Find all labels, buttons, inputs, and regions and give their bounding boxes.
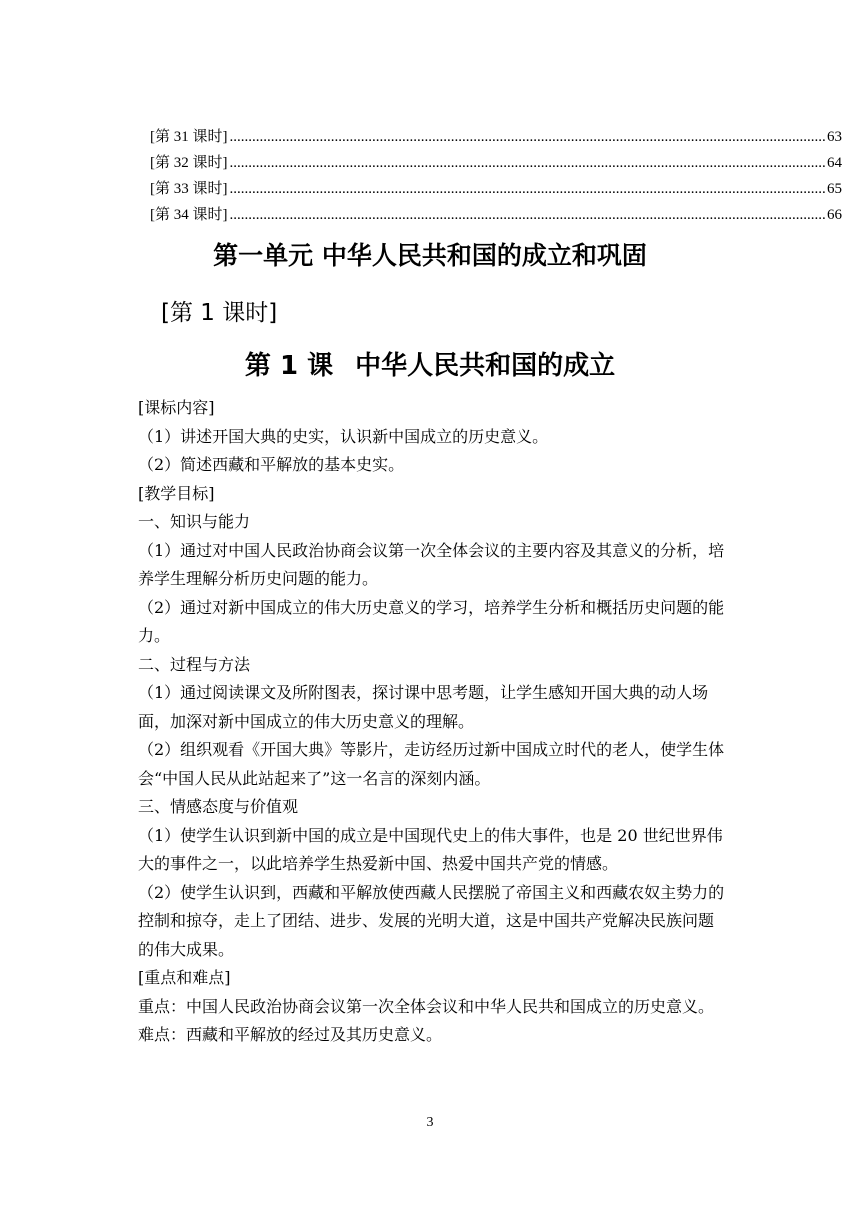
toc-entry-page: 65 — [827, 181, 842, 197]
section-heading-key-points: [重点和难点] — [138, 968, 231, 987]
toc-entry-label: [第 33 课时] — [150, 181, 228, 197]
paragraph: 重点：中国人民政治协商会议第一次全体会议和中华人民共和国成立的历史意义。 — [138, 996, 715, 1016]
toc-entry-label: [第 32 课时] — [150, 155, 228, 171]
section-heading-objectives: [教学目标] — [138, 483, 215, 503]
toc-entry[interactable] — [150, 150, 842, 176]
paragraph: （1）通过阅读课文及所附图表，探讨课中思考题，让学生感知开国大典的动人场面，加深对新中国成立的伟大历史意义的理解。 — [138, 683, 709, 731]
toc-leader-dots — [230, 176, 826, 202]
unit-title-text: 第一单元 中华人民共和国的成立和巩固 — [213, 241, 647, 270]
toc-leader-dots — [230, 124, 826, 150]
page-number: 3 — [426, 1115, 434, 1130]
paragraph: （2）组织观看《开国大典》等影片，走访经历过新中国成立时代的老人，使学生体会“中国人民从此站起来了”这一名言的深刻内涵。 — [138, 740, 725, 788]
paragraph: （2）简述西藏和平解放的基本史实。 — [138, 455, 405, 474]
toc-leader-dots — [230, 202, 826, 228]
paragraph: （2）通过对新中国成立的伟大历史意义的学习，培养学生分析和概括历史问题的能力。 — [138, 597, 725, 645]
lesson-body — [138, 394, 728, 1050]
subheading: 二、过程与方法 — [138, 654, 251, 674]
toc-entry-label: [第 34 课时] — [150, 207, 228, 223]
toc-entry[interactable] — [150, 202, 842, 228]
subheading: 三、情感态度与价值观 — [138, 797, 299, 816]
paragraph: （1）讲述开国大典的史实，认识新中国成立的历史意义。 — [138, 426, 549, 446]
subheading: 一、知识与能力 — [138, 512, 251, 531]
paragraph: （1）通过对中国人民政治协商会议第一次全体会议的主要内容及其意义的分析，培养学生理解分析历史问题的能力。 — [138, 540, 725, 588]
lesson-number: 第 1 课 — [244, 351, 334, 381]
period-title: [第 1 课时] — [161, 300, 278, 326]
toc-entry-label: [第 31 课时] — [150, 129, 228, 145]
toc-entry-page: 66 — [827, 207, 842, 223]
toc-entry[interactable] — [150, 124, 842, 150]
toc-entry-page: 63 — [827, 129, 842, 145]
paragraph: （1）使学生认识到新中国的成立是中国现代史上的伟大事件，也是 20 世纪世界伟大的事件之一，以此培养学生热爱新中国、热爱中国共产党的情感。 — [138, 825, 723, 873]
paragraph: （2）使学生认识到，西藏和平解放使西藏人民摆脱了帝国主义和西藏农奴主势力的控制和掠夺，走上了团结、进步、发展的光明大道，这是中国共产党解决民族问题的伟大成果。 — [138, 882, 725, 959]
toc-entry-page: 64 — [827, 155, 842, 171]
table-of-contents — [150, 124, 842, 228]
section-heading-curriculum: [课标内容] — [138, 398, 215, 417]
paragraph: 难点：西藏和平解放的经过及其历史意义。 — [138, 1025, 443, 1044]
toc-leader-dots — [230, 150, 826, 176]
lesson-title — [0, 347, 860, 385]
lesson-title-text: 中华人民共和国的成立 — [355, 351, 616, 381]
toc-entry[interactable] — [150, 176, 842, 202]
unit-title — [0, 238, 860, 274]
